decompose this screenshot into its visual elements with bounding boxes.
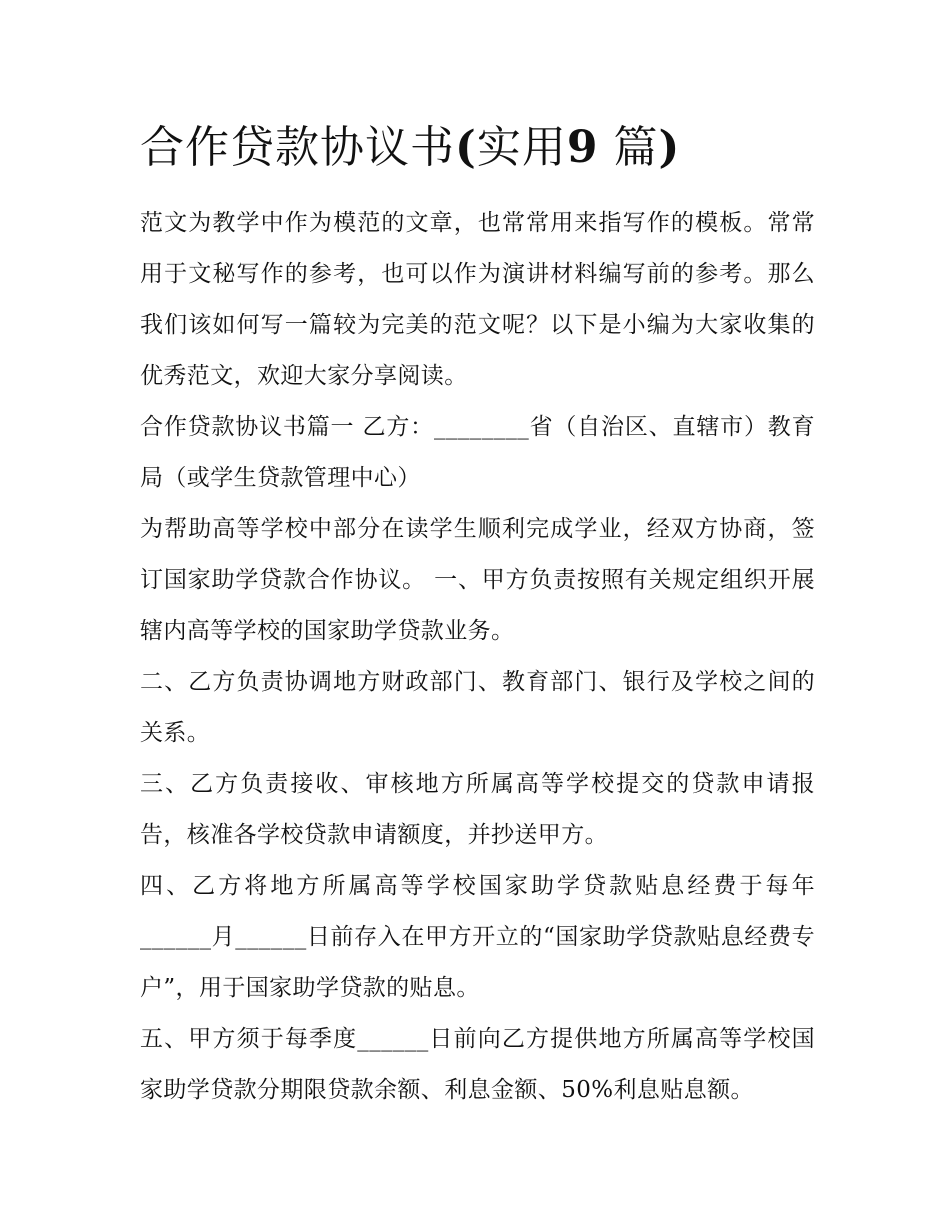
title-paren-word: 实用 [476,122,567,173]
clause-four: 四、乙方将地方所属高等学校国家助学贷款贴息经费于每年______月______日前存入在甲方开立的“国家助学贷款贴息经费专户”，用于国家助学贷款的贴息。 [140,873,815,1001]
title-number: 9 [566,122,599,173]
document-body [140,112,815,1116]
document-title [140,112,815,184]
intro-paragraph: 范文为教学中作为模范的文章，也常常用来指写作的模板。常常用于文秘写作的参考，也可以作为演讲材料编写前的参考。那么我们该如何写一篇较为完美的范文呢？以下是小编为大家收集的优秀范文，欢迎大家分享阅读。 [140,210,815,389]
clause-two: 二、乙方负责协调地方财政部门、教育部门、银行及学校之间的关系。 [140,669,815,746]
title-unit: 篇 [613,122,659,173]
section-one-parties: 合作贷款协议书篇一 乙方：________省（自治区、直辖市）教育局（或学生贷款管理中心） [140,414,815,491]
clause-three: 三、乙方负责接收、审核地方所属高等学校提交的贷款申请报告，核准各学校贷款申请额度，并抄送甲方。 [140,771,815,848]
title-paren-close: ) [658,122,681,173]
agreement-purpose-clause-one: 为帮助高等学校中部分在读学生顺利完成学业，经双方协商，签订国家助学贷款合作协议。 一、甲方负责按照有关规定组织开展辖内高等学校的国家助学贷款业务。 [140,516,815,644]
clause-five: 五、甲方须于每季度______日前向乙方提供地方所属高等学校国家助学贷款分期限贷款余额、利息金额、50%利息贴息额。 [140,1026,815,1103]
title-paren-open: ( [455,122,477,173]
title-main: 合作贷款协议书 [140,122,455,173]
